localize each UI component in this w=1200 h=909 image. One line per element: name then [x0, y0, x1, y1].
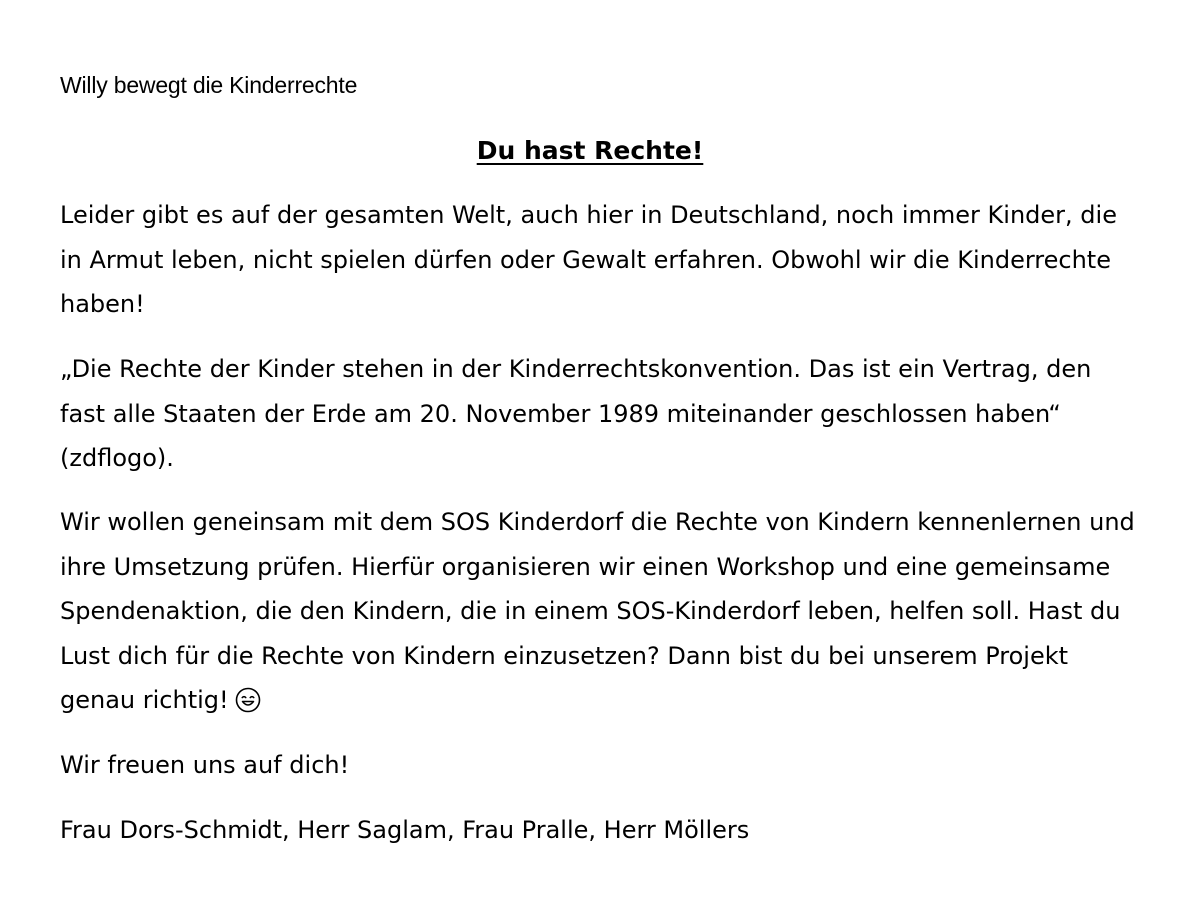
paragraph-signatures: [60, 808, 749, 853]
paragraph-line: Spendenaktion, die den Kindern, die in einem SOS-Kinderdorf leben, helfen soll. Hast du: [60, 597, 1121, 625]
paragraph-line-text: genau richtig!: [60, 686, 229, 714]
paragraph-project: [60, 500, 1135, 723]
paragraph-line: Frau Dors-Schmidt, Herr Saglam, Frau Pralle, Herr Möllers: [60, 816, 750, 844]
document-title: Du hast Rechte!: [476, 136, 704, 165]
document-header: Willy bewegt die Kinderrechte: [60, 72, 358, 98]
paragraph-line-last: [60, 678, 1135, 723]
smiling-face-icon: [235, 687, 261, 713]
paragraph-intro: [60, 193, 1117, 327]
paragraph-line: Wir freuen uns auf dich!: [60, 751, 350, 779]
paragraph-line: in Armut leben, nicht spielen dürfen oder Gewalt erfahren. Obwohl wir die Kinderrechte: [60, 245, 1111, 274]
paragraph-line: Wir wollen geneinsam mit dem SOS Kinderdorf die Rechte von Kindern kennenlernen und: [60, 508, 1135, 536]
paragraph-line: Leider gibt es auf der gesamten Welt, auch hier in Deutschland, noch immer Kinder, die: [60, 201, 1117, 229]
paragraph-line: „Die Rechte der Kinder stehen in der Kinderrechtskonvention. Das ist ein Vertrag, den: [60, 355, 1092, 383]
paragraph-line: Lust dich für die Rechte von Kindern einzusetzen? Dann bist du bei unserem Projekt: [60, 641, 1069, 670]
paragraph-quote: [60, 347, 1091, 481]
paragraph-line: haben!: [60, 290, 145, 318]
paragraph-line: ihre Umsetzung prüfen. Hierfür organisieren wir einen Workshop und eine gemeinsame: [60, 552, 1111, 581]
paragraph-line: fast alle Staaten der Erde am 20. November 1989 miteinander geschlossen haben“: [60, 399, 1061, 428]
paragraph-line: (zdflogo).: [60, 444, 174, 472]
paragraph-greeting: [60, 743, 349, 788]
